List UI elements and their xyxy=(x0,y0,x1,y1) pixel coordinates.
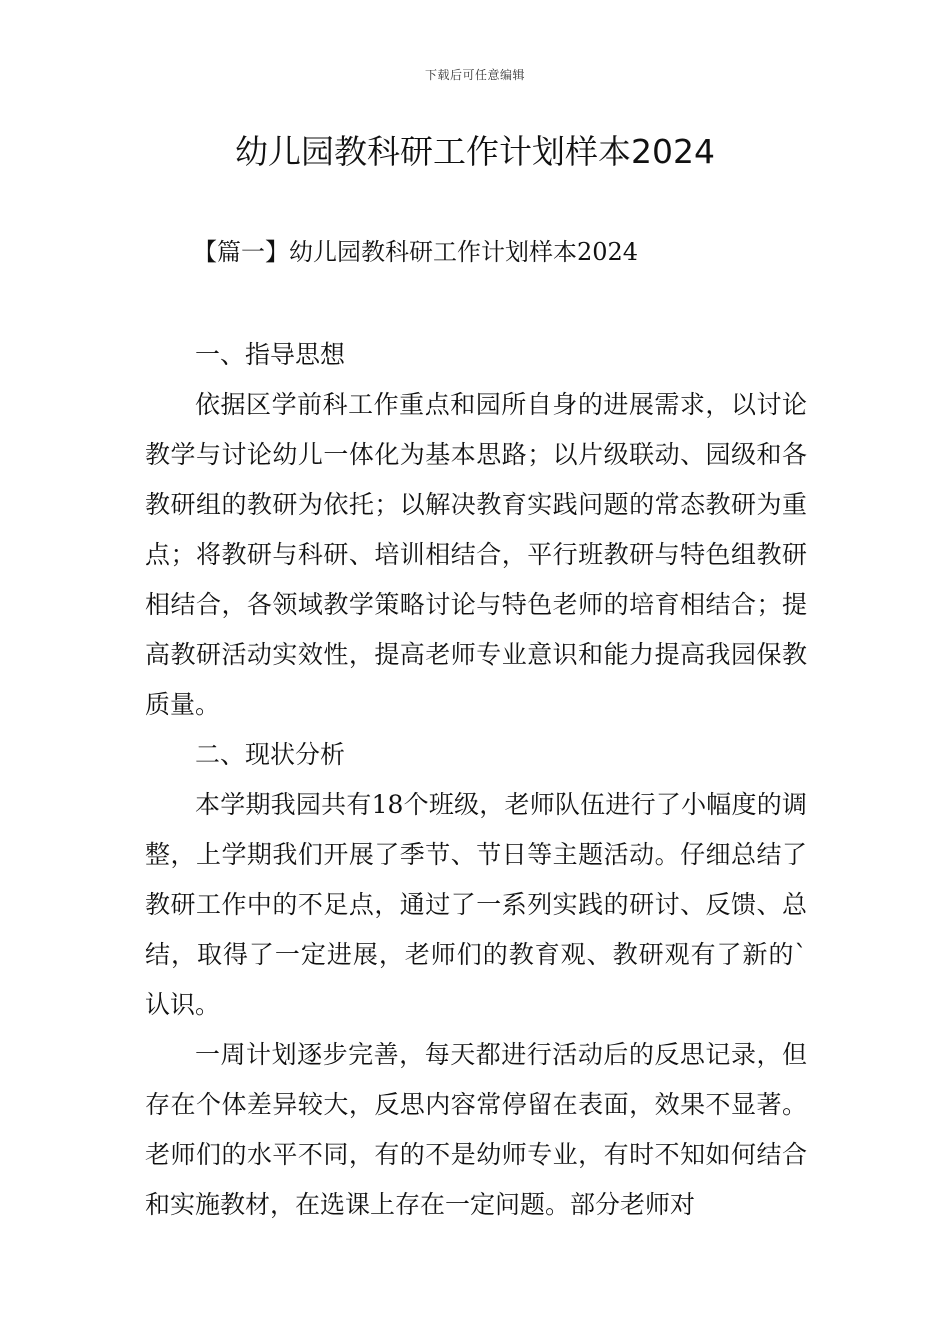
header-note: 下载后可任意编辑 xyxy=(424,68,525,82)
paragraph: 本学期我园共有18个班级，老师队伍进行了小幅度的调整，上学期我们开展了季节、节日等主题活动。仔细总结了教研工作中的不足点，通过了一系列实践的研讨、反馈、总结，取得了一定进展，老师们的教育观、教研观有了新的`认识。 xyxy=(145,790,807,1019)
document-title: 幼儿园教科研工作计划样本2024 xyxy=(235,132,715,171)
paragraph: 依据区学前科工作重点和园所自身的进展需求，以讨论教学与讨论幼儿一体化为基本思路；以片级联动、园级和各教研组的教研为依托；以解决教育实践问题的常态教研为重点；将教研与科研、培训相结合，平行班教研与特色组教研相结合，各领域教学策略讨论与特色老师的培育相结合；提高教研活动实效性，提高老师专业意识和能力提高我园保教质量。 xyxy=(145,390,807,719)
section-title: 【篇一】幼儿园教科研工作计划样本2024 xyxy=(193,238,639,266)
paragraph: 一周计划逐步完善，每天都进行活动后的反思记录，但存在个体差异较大，反思内容常停留在表面，效果不显著。老师们的水平不同，有的不是幼师专业，有时不知如何结合和实施教材，在选课上存在一定问题。部分老师对 xyxy=(145,1040,807,1219)
section-heading-status-analysis: 二、现状分析 xyxy=(195,740,346,769)
section-heading-guiding-ideas: 一、指导思想 xyxy=(195,340,346,369)
document-body xyxy=(145,330,807,1230)
